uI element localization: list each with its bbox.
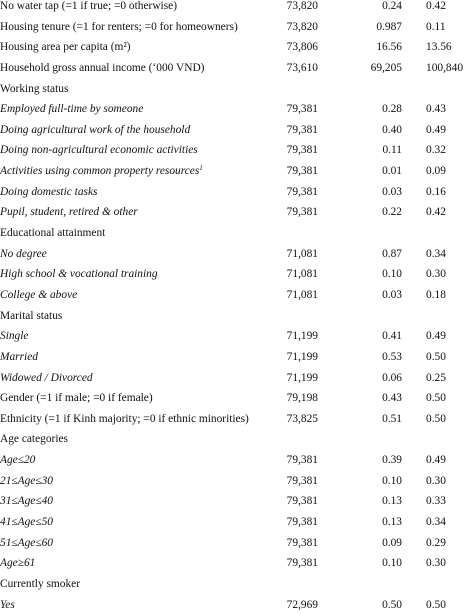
mean-value: 0.09	[382, 536, 402, 549]
row-label-text: Working status	[0, 82, 69, 95]
sd-value: 0.50	[426, 412, 446, 425]
row-label-text: Currently smoker	[0, 577, 81, 590]
row-label	[0, 450, 35, 471]
row-label-text: Married	[0, 350, 38, 363]
table-section-header	[0, 574, 474, 595]
row-label-text: No degree	[0, 247, 47, 260]
row-label	[0, 140, 198, 161]
mean-value: 0.06	[382, 371, 402, 384]
row-label-text: Doing domestic tasks	[0, 185, 98, 198]
sd-value: 100,840	[426, 61, 464, 74]
row-label	[0, 79, 68, 100]
mean-value: 0.40	[382, 123, 402, 136]
obs-count: 73,820	[286, 0, 318, 12]
row-label	[0, 553, 35, 574]
sd-value: 0.30	[426, 268, 446, 281]
obs-count: 79,381	[286, 557, 318, 570]
row-label-text: 31≤Age≤40	[0, 495, 53, 508]
table-row	[0, 388, 474, 409]
obs-count: 79,381	[286, 516, 318, 529]
row-label	[0, 326, 28, 347]
mean-value: 0.28	[382, 103, 402, 116]
row-label	[0, 182, 97, 203]
table-row	[0, 326, 474, 347]
table-section-header	[0, 306, 474, 327]
row-label	[0, 37, 131, 58]
mean-value: 69,205	[370, 61, 402, 74]
row-label-text: 41≤Age≤50	[0, 516, 53, 529]
mean-value: 0.03	[382, 288, 402, 301]
table-section-header	[0, 429, 474, 450]
table-row	[0, 347, 474, 368]
obs-count: 79,381	[286, 185, 318, 198]
obs-count: 71,199	[286, 350, 318, 363]
row-label	[0, 533, 53, 554]
obs-count: 73,610	[286, 61, 318, 74]
mean-value: 0.11	[382, 144, 402, 157]
table-row	[0, 264, 474, 285]
sd-value: 0.32	[426, 144, 446, 157]
row-label-text: Gender (=1 if male; =0 if female)	[0, 392, 153, 405]
table-row	[0, 595, 474, 615]
table-row	[0, 58, 474, 79]
sd-value: 0.43	[426, 103, 446, 116]
mean-value: 0.22	[382, 206, 402, 219]
table-row	[0, 450, 474, 471]
table-row	[0, 37, 474, 58]
mean-value: 0.10	[382, 474, 402, 487]
sd-value: 0.25	[426, 371, 446, 384]
row-label-text: Employed full-time by someone	[0, 103, 144, 116]
table-row	[0, 285, 474, 306]
obs-count: 72,969	[286, 598, 318, 611]
row-label-text: Activities using common property resources	[0, 165, 200, 178]
row-label-text: Housing area per capita (m²)	[0, 41, 131, 54]
sd-value: 0.30	[426, 474, 446, 487]
obs-count: 73,806	[286, 41, 318, 54]
row-label	[0, 306, 62, 327]
row-label	[0, 58, 204, 79]
table-row	[0, 140, 474, 161]
footnote-marker: 1	[199, 164, 203, 173]
row-label	[0, 120, 190, 141]
sd-value: 0.30	[426, 557, 446, 570]
obs-count: 79,381	[286, 495, 318, 508]
row-label	[0, 99, 143, 120]
mean-value: 0.51	[382, 412, 402, 425]
row-label	[0, 409, 249, 430]
mean-value: 0.13	[382, 516, 402, 529]
table-row	[0, 553, 474, 574]
table-row	[0, 99, 474, 120]
row-label	[0, 161, 203, 182]
table-row	[0, 202, 474, 223]
row-label-text: Housing tenure (=1 for renters; =0 for homeowners)	[0, 20, 238, 33]
row-label-text: College & above	[0, 288, 78, 301]
sd-value: 0.49	[426, 330, 446, 343]
sd-value: 0.49	[426, 123, 446, 136]
table-row	[0, 533, 474, 554]
sd-value: 0.50	[426, 350, 446, 363]
obs-count: 79,381	[286, 165, 318, 178]
mean-value: 0.39	[382, 454, 402, 467]
row-label-text: Age≥61	[0, 557, 36, 570]
obs-count: 79,381	[286, 536, 318, 549]
row-label-text: Educational attainment	[0, 227, 106, 240]
mean-value: 0.87	[382, 247, 402, 260]
sd-value: 0.34	[426, 516, 446, 529]
row-label-text: 21≤Age≤30	[0, 474, 53, 487]
mean-value: 0.43	[382, 392, 402, 405]
obs-count: 71,081	[286, 288, 318, 301]
table-section-header	[0, 223, 474, 244]
row-label	[0, 17, 238, 38]
mean-value: 0.03	[382, 185, 402, 198]
row-label-text: Ethnicity (=1 if Kinh majority; =0 if ethnic minorities)	[0, 412, 249, 425]
table-row	[0, 512, 474, 533]
obs-count: 71,199	[286, 330, 318, 343]
mean-value: 0.10	[382, 268, 402, 281]
obs-count: 79,381	[286, 454, 318, 467]
row-label-text: High school & vocational training	[0, 268, 158, 281]
obs-count: 79,381	[286, 123, 318, 136]
sd-value: 0.11	[426, 20, 446, 33]
mean-value: 0.50	[382, 598, 402, 611]
row-label	[0, 347, 38, 368]
row-label-text: Yes	[0, 598, 15, 611]
row-label-text: 51≤Age≤60	[0, 536, 53, 549]
row-label-text: Doing agricultural work of the household	[0, 123, 191, 136]
table-row	[0, 161, 474, 182]
row-label	[0, 368, 93, 389]
obs-count: 73,820	[286, 20, 318, 33]
sd-value: 0.18	[426, 288, 446, 301]
row-label	[0, 388, 153, 409]
sd-value: 0.09	[426, 165, 446, 178]
sd-value: 0.33	[426, 495, 446, 508]
table-row	[0, 368, 474, 389]
table-row	[0, 244, 474, 265]
row-label	[0, 595, 15, 615]
table-section-header	[0, 79, 474, 100]
mean-value: 0.987	[376, 20, 402, 33]
row-label	[0, 512, 53, 533]
row-label-text: Age≤20	[0, 454, 36, 467]
row-label	[0, 0, 177, 17]
mean-value: 0.41	[382, 330, 402, 343]
row-label-text: Household gross annual income (‘000 VND)	[0, 61, 205, 74]
table-row	[0, 0, 474, 17]
sd-value: 0.16	[426, 185, 446, 198]
mean-value: 0.24	[382, 0, 402, 12]
mean-value: 0.53	[382, 350, 402, 363]
row-label	[0, 264, 158, 285]
obs-count: 73,825	[286, 412, 318, 425]
sd-value: 0.29	[426, 536, 446, 549]
table-row	[0, 182, 474, 203]
row-label	[0, 223, 105, 244]
table-row	[0, 491, 474, 512]
sd-value: 0.42	[426, 0, 446, 12]
row-label-text: Doing non-agricultural economic activities	[0, 144, 198, 157]
table-row	[0, 17, 474, 38]
sd-value: 13.56	[426, 41, 452, 54]
row-label	[0, 202, 138, 223]
obs-count: 79,381	[286, 144, 318, 157]
obs-count: 71,081	[286, 268, 318, 281]
table-row	[0, 409, 474, 430]
obs-count: 71,081	[286, 247, 318, 260]
row-label-text: Single	[0, 330, 29, 343]
row-label	[0, 429, 68, 450]
obs-count: 79,381	[286, 474, 318, 487]
sd-value: 0.34	[426, 247, 446, 260]
obs-count: 79,381	[286, 206, 318, 219]
obs-count: 71,199	[286, 371, 318, 384]
table-row	[0, 120, 474, 141]
obs-count: 79,198	[286, 392, 318, 405]
row-label	[0, 285, 77, 306]
mean-value: 16.56	[376, 41, 402, 54]
row-label-text: No water tap (=1 if true; =0 otherwise)	[0, 0, 178, 12]
obs-count: 79,381	[286, 103, 318, 116]
sd-value: 0.42	[426, 206, 446, 219]
sd-value: 0.50	[426, 392, 446, 405]
row-label-text: Age categories	[0, 433, 68, 446]
mean-value: 0.13	[382, 495, 402, 508]
sd-value: 0.49	[426, 454, 446, 467]
row-label-text: Widowed / Divorced	[0, 371, 93, 384]
row-label	[0, 574, 80, 595]
row-label-text: Pupil, student, retired & other	[0, 206, 138, 219]
mean-value: 0.10	[382, 557, 402, 570]
mean-value: 0.01	[382, 165, 402, 178]
row-label-text: Marital status	[0, 309, 63, 322]
row-label	[0, 244, 47, 265]
row-label	[0, 491, 53, 512]
sd-value: 0.50	[426, 598, 446, 611]
